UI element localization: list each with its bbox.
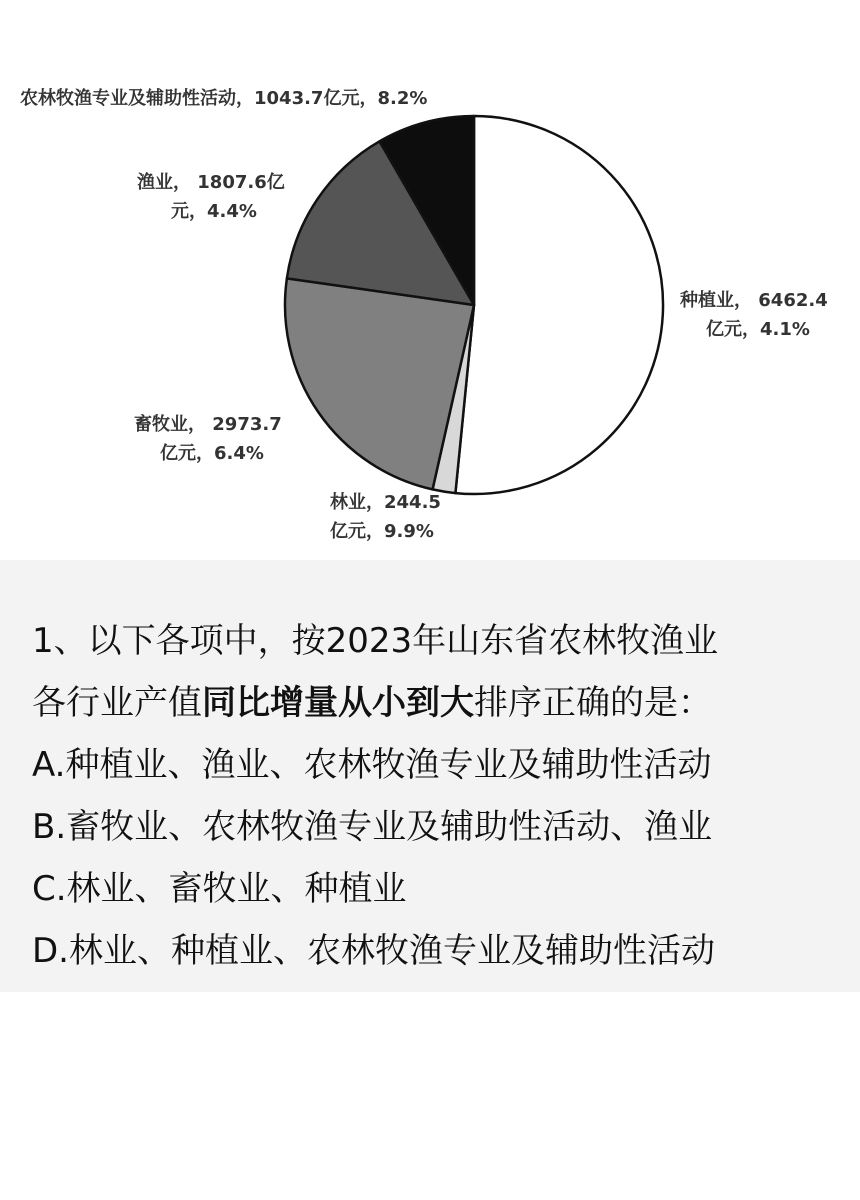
option-a[interactable]: A.种植业、渔业、农林牧渔专业及辅助性活动: [32, 745, 712, 785]
label-animal-line2: 亿元，6.4%: [160, 443, 264, 464]
option-c[interactable]: C.林业、畜牧业、种植业: [32, 869, 407, 909]
label-fishery-line1: 渔业， 1807.6亿: [137, 172, 285, 193]
question-text: [32, 610, 832, 982]
pie-chart-area: [0, 0, 860, 560]
option-b[interactable]: B.畜牧业、农林牧渔专业及辅助性活动、渔业: [32, 807, 713, 847]
label-animal: [134, 410, 282, 468]
question-line-2-prefix: 各行业产值: [32, 683, 202, 723]
question-line-1: 1、以下各项中，按2023年山东省农林牧渔业: [32, 621, 719, 661]
label-planting-line2: 亿元，4.1%: [706, 319, 810, 340]
pie-slice-0: [455, 116, 663, 494]
question-line-2: [32, 672, 832, 734]
label-planting-line1: 种植业， 6462.4: [680, 290, 828, 311]
question-line-2-suffix: 排序正确的是：: [474, 683, 712, 723]
option-d[interactable]: D.林业、种植业、农林牧渔专业及辅助性活动: [32, 931, 715, 971]
label-service-line1: 农林牧渔专业及辅助性活动，1043.7亿元，8.2%: [20, 88, 428, 109]
question-panel: [0, 560, 860, 992]
label-planting: [680, 286, 828, 344]
label-animal-line1: 畜牧业， 2973.7: [134, 414, 282, 435]
label-fishery-line2: 元，4.4%: [171, 201, 257, 222]
label-service: [20, 84, 427, 113]
label-forestry: [330, 488, 441, 546]
label-forestry-line1: 林业，244.5: [330, 492, 441, 513]
label-fishery: [137, 168, 285, 226]
label-forestry-line2: 亿元，9.9%: [330, 521, 434, 542]
question-emphasis: 同比增量从小到大: [202, 683, 474, 723]
